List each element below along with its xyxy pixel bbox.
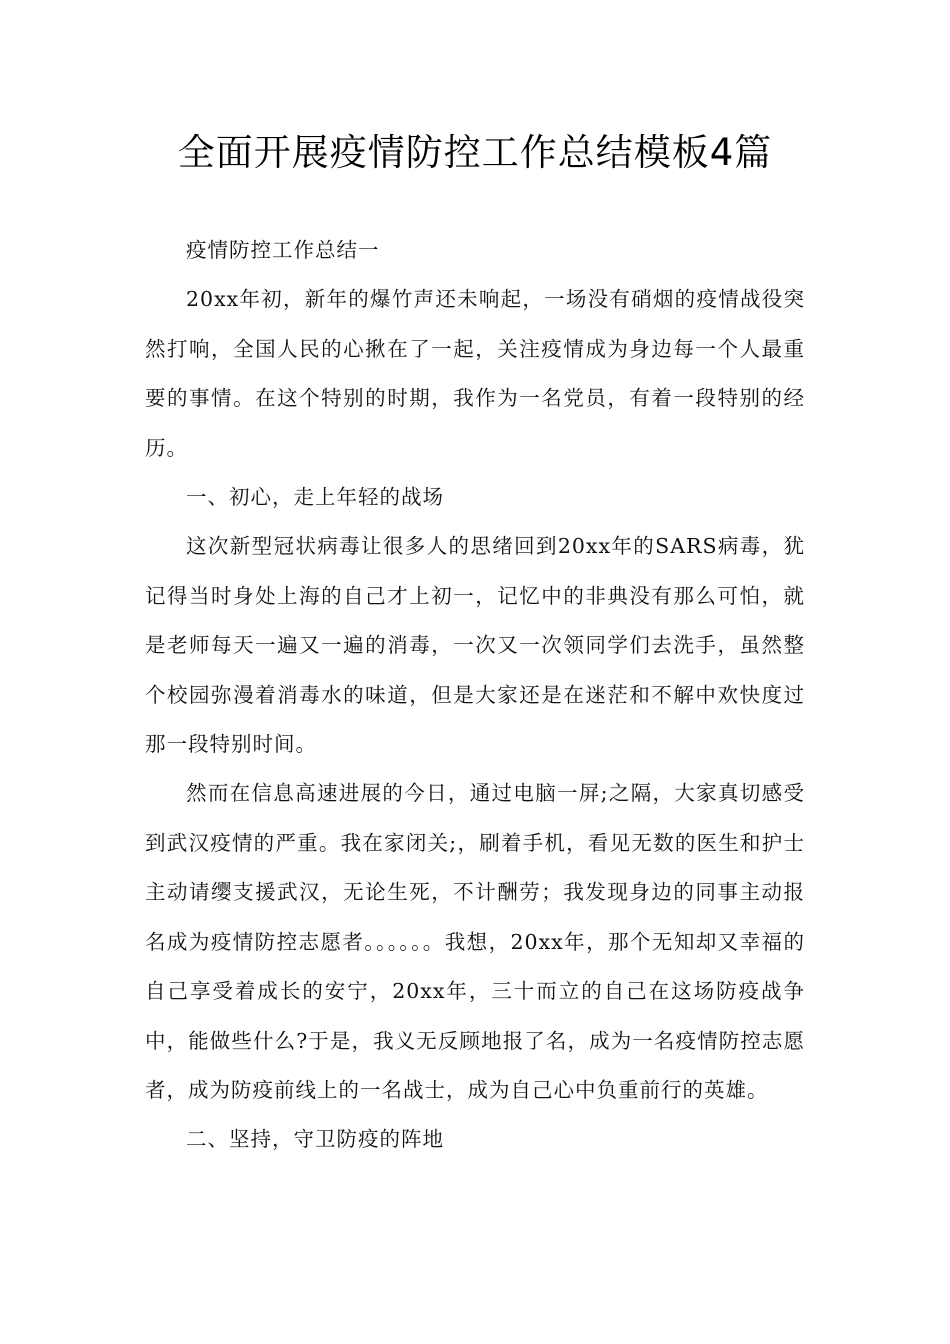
document-title: 全面开展疫情防控工作总结模板4篇 <box>177 131 773 174</box>
paragraph-volunteer: 然而在信息高速进展的今日，通过电脑一屏;之隔，大家真切感受到武汉疫情的严重。我在家闭关;，刷着手机，看见无数的医生和护士主动请缨支援武汉，无论生死，不计酬劳；我发现身边的同事主动报名成为疫情防控志愿者。。。。。。我想，20xx年，那个无知却又幸福的自己享受着成长的安宁，20xx年，三十而立的自己在这场防疫战争中，能做些什么?于是，我义无反顾地报了名，成为一名疫情防控志愿者，成为防疫前线上的一名战士，成为自己心中负重前行的英雄。 <box>145 781 805 1102</box>
paragraph-sars-memory: 这次新型冠状病毒让很多人的思绪回到20xx年的SARS病毒，犹记得当时身处上海的自己才上初一，记忆中的非典没有那么可怕，就是老师每天一遍又一遍的消毒，一次又一次领同学们去洗手，虽然整个校园弥漫着消毒水的味道，但是大家还是在迷茫和不解中欢快度过那一段特别时间。 <box>145 534 805 757</box>
document-body <box>145 226 805 1165</box>
paragraph-intro: 20xx年初，新年的爆竹声还未响起，一场没有硝烟的疫情战役突然打响，全国人民的心揪在了一起，关注疫情成为身边每一个人最重要的事情。在这个特别的时期，我作为一名党员，有着一段特别的经历。 <box>145 287 805 460</box>
heading-first: 一、初心，走上年轻的战场 <box>186 485 444 510</box>
heading-second: 二、坚持，守卫防疫的阵地 <box>186 1127 444 1152</box>
section-title: 疫情防控工作总结一 <box>186 238 380 262</box>
